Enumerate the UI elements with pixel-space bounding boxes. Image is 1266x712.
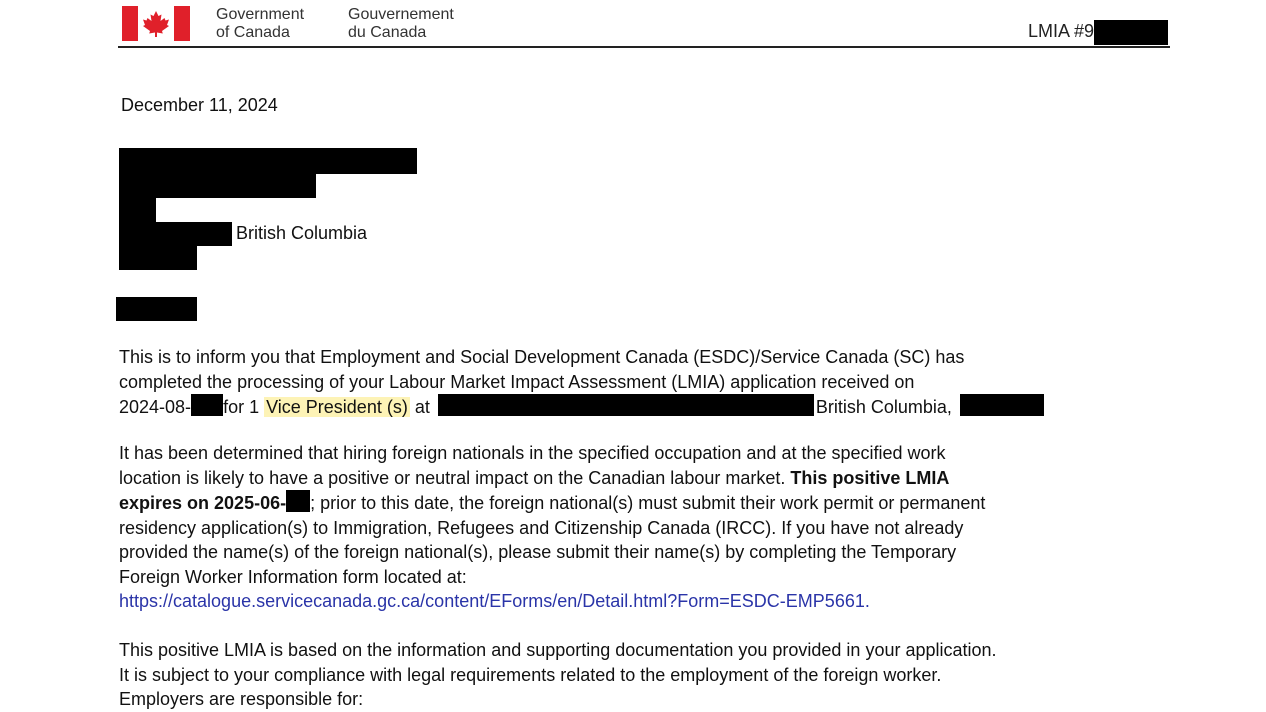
paragraph-line: Foreign Worker Information form located at: — [119, 566, 467, 587]
paragraph-line: Employers are responsible for: — [119, 689, 364, 709]
tfw-form-link[interactable]: https://catalogue.servicecanada.gc.ca/content/EForms/en/Detail.html?Form=ESDC-EMP5661. — [119, 591, 870, 611]
paragraph-determination — [119, 441, 1179, 614]
canada-flag-icon — [122, 6, 190, 41]
gouvernement-du-canada-label: Gouvernement du Canada — [348, 6, 454, 41]
paragraph-line: This is to inform you that Employment and Social Development Canada (ESDC)/Service Canada (SC) has — [119, 347, 965, 367]
redaction-address-line-2 — [119, 174, 316, 198]
paragraph-compliance — [119, 638, 1179, 712]
redaction-address-line-3 — [119, 198, 156, 222]
position-title-highlight: Vice President (s) — [266, 397, 408, 417]
paragraph-line: location is likely to have a positive or neutral impact on the Canadian labour market. This positive LMIA — [119, 467, 950, 488]
address-province: British Columbia — [236, 223, 368, 243]
redaction-address-line-5 — [119, 246, 197, 270]
paragraph-line: 2024-08- for 1 Vice President (s) at British Columbia, — [119, 394, 1179, 420]
letter-date: December 11, 2024 — [121, 95, 278, 115]
paragraph-line: It has been determined that hiring foreign nationals in the specified occupation and at the specified work — [119, 443, 946, 463]
paragraph-line: It is subject to your compliance with legal requirements related to the employment of the foreign worker. — [119, 664, 942, 685]
paragraph-processing-notice — [119, 345, 1179, 420]
redaction-lmia-number — [1094, 20, 1168, 45]
government-header — [118, 0, 1170, 48]
redaction-salutation — [116, 297, 197, 321]
paragraph-line: provided the name(s) of the foreign national(s), please submit their name(s) by completing the Temporary — [119, 542, 957, 562]
paragraph-line: expires on 2025-06- ; prior to this date, the foreign national(s) must submit their work permit or permanent — [119, 490, 1179, 516]
redaction-employer-name — [438, 394, 814, 416]
redaction-address-line-4 — [119, 222, 232, 246]
paragraph-line: completed the processing of your Labour Market Impact Assessment (LMIA) application received on — [119, 371, 915, 392]
redaction-expiry-day — [286, 490, 310, 512]
redaction-received-day — [191, 394, 223, 416]
lmia-number-label: LMIA #9 — [1027, 21, 1094, 41]
redaction-postal-code — [960, 394, 1044, 416]
redaction-address-line-1 — [119, 148, 417, 174]
paragraph-line: This positive LMIA is based on the information and supporting documentation you provided in your application. — [119, 640, 997, 660]
paragraph-line: residency application(s) to Immigration, Refugees and Citizenship Canada (IRCC). If you have not already — [119, 517, 964, 538]
government-of-canada-label: Government of Canada — [216, 6, 305, 41]
header-divider — [118, 46, 1170, 48]
